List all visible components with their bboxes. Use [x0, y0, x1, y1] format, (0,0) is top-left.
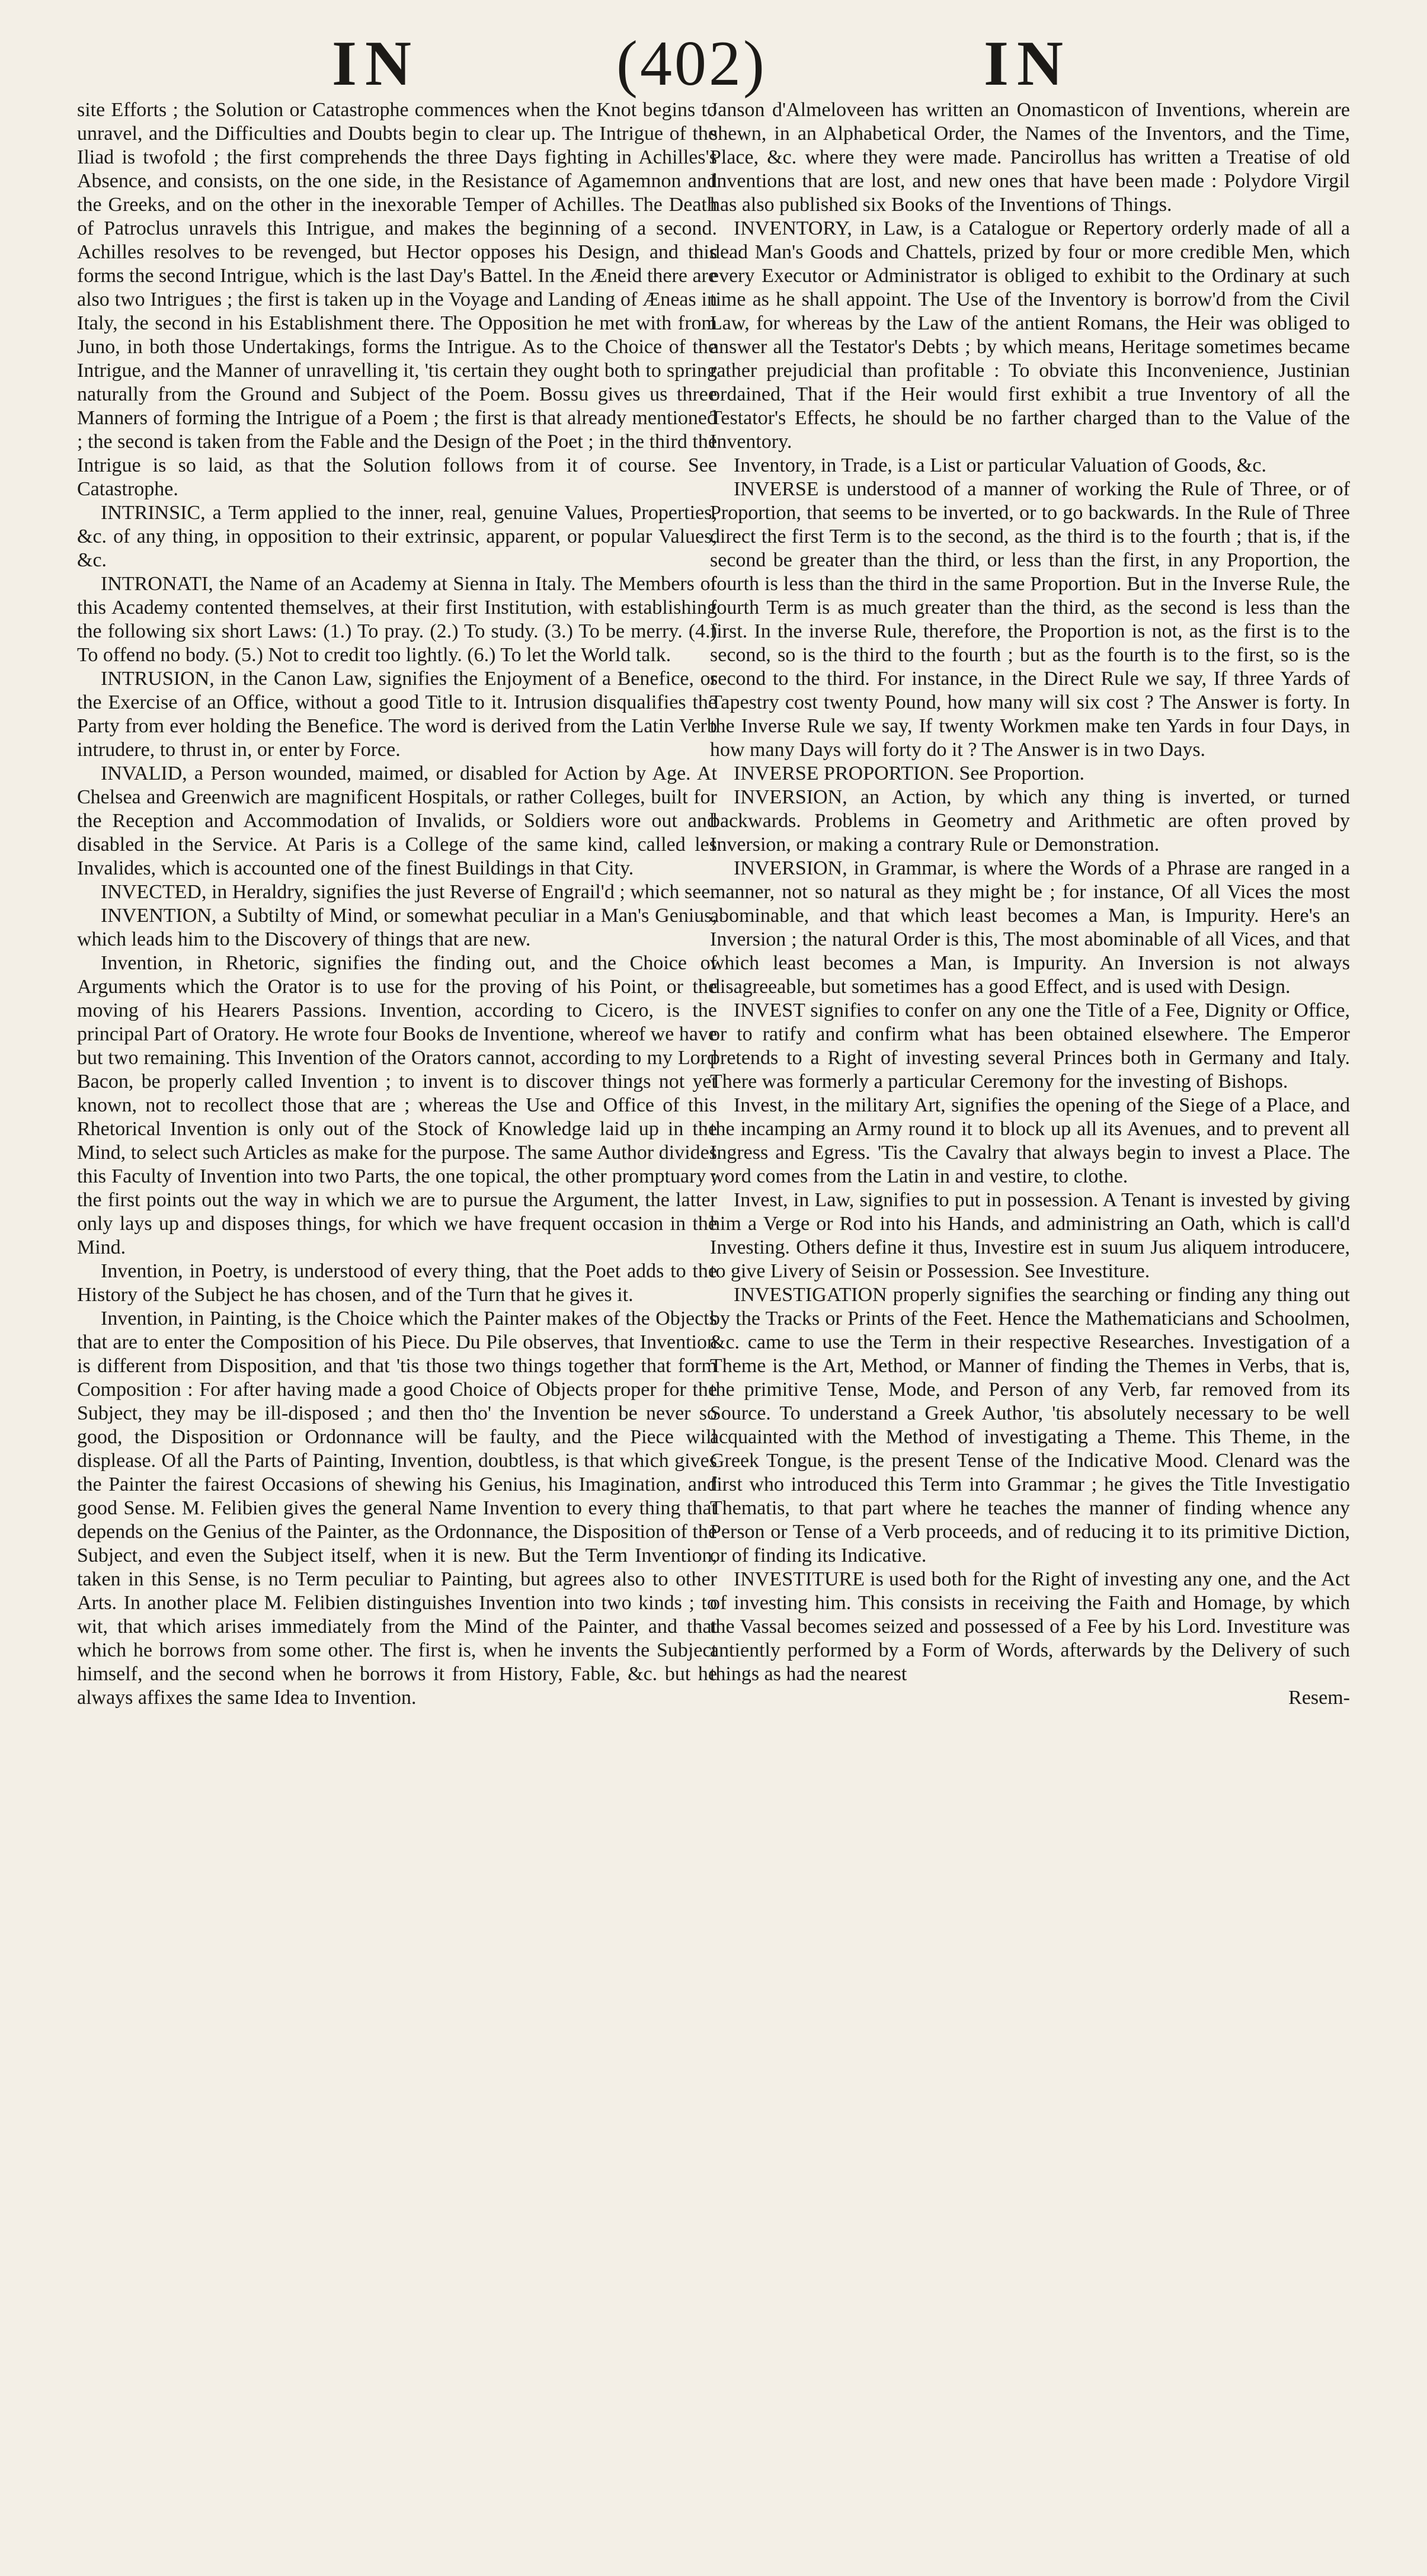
- catchword: Resem-: [1288, 1687, 1350, 1709]
- entry-invention: INVENTION, a Subtilty of Mind, or somewhat peculiar in a Man's Genius, which leads him to the Discovery of things that are new.: [77, 905, 717, 950]
- entry-invention-painting: Invention, in Painting, is the Choice which the Painter makes of the Objects that are to enter the Composition of his Piece. Du Pile observes, that Invention is different from Disposition, and that 'tis those two things together that form Composition : For after having made a good Choice of Objects proper for the Subject, they may be ill-disposed ; and then tho' the Invention be never so good, the Disposition or Ordonnance will be faulty, and the Piece will displease. Of all the Parts of Painting, Invention, doubtless, is that which gives the Painter the fairest Occasions of shewing his Genius, his Imagination, and good Sense. M. Felibien gives the general Name Invention to every thing that depends on the Genius of the Painter, as the Ordonnance, the Disposition of the Subject, and even the Subject itself, when it is new. But the Term Invention, taken in this Sense, is no Term peculiar to Painting, but agrees also to other Arts. In another place M. Felibien distinguishes Invention into two kinds ; to wit, that which arises immediately from the Mind of the Painter, and that which he borrows from some other. The first is, when he invents the Subject himself, and the second when he borrows it from History, Fable, &c. but he always affixes the same Idea to Invention.: [77, 1308, 717, 1709]
- entry-invected: INVECTED, in Heraldry, signifies the just Reverse of Engrail'd ; which see.: [101, 881, 715, 903]
- entry-intrusion: INTRUSION, in the Canon Law, signifies the Enjoyment of a Benefice, or the Exercise of an Office, without a good Title to it. Intrusion disqualifies the Party from ever holding the Benefice. The word is derived from the Latin Verb intrudere, to thrust in, or enter by Force.: [77, 668, 717, 761]
- entry-intrinsic: INTRINSIC, a Term applied to the inner, real, genuine Values, Properties, &c. of any thing, in opposition to their extrinsic, apparent, or popular Values, &c.: [77, 502, 717, 571]
- entry-intronati: INTRONATI, the Name of an Academy at Sienna in Italy. The Members of this Academy contented themselves, at their first Institution, with establishing the following six short Laws: (1.) To pray. (2.) To study. (3.) To be merry. (4.) To offend no body. (5.) Not to credit too lightly. (6.) To let the World talk.: [77, 573, 717, 666]
- entry-investiture: INVESTITURE is used both for the Right of investing any one, and the Act of investing him. This consists in receiving the Faith and Homage, by which the Vassal becomes seized and possessed of a Fee by his Lord. Investiture was antiently performed by a Form of Words, afterwards by the Delivery of such things as had the nearest: [710, 1568, 1350, 1685]
- entry-invalid: INVALID, a Person wounded, maimed, or disabled for Action by Age. At Chelsea and Greenwich are magnificent Hospitals, or rather Colleges, built for the Reception and Accommodation of Invalids, or Soldiers wore out and disabled in the Service. At Paris is a College of the same kind, called les Invalides, which is accounted one of the finest Buildings in that City.: [77, 762, 717, 879]
- entry-inverse: INVERSE is understood of a manner of working the Rule of Three, or of Proportion, that seems to be inverted, or to go backwards. In the Rule of Three direct the first Term is to the second, as the third is to the fourth ; that is, if the second be greater than the third, or less than the first, in any Proportion, the fourth is less than the third in the same Proportion. But in the Inverse Rule, the fourth Term is as much greater than the third, as the second is less than the first. In the inverse Rule, therefore, the Proportion is not, as the first is to the second, so is the third to the fourth ; but as the fourth is to the first, so is the second to the third. For instance, in the Direct Rule we say, If three Yards of Tapestry cost twenty Pound, how many will six cost ? The Answer is forty. In the Inverse Rule we say, If twenty Workmen make ten Yards in four Days, in how many Days will forty do it ? The Answer is in two Days.: [710, 478, 1350, 761]
- entry-invention-rhetoric: Invention, in Rhetoric, signifies the finding out, and the Choice of Arguments which the Orator is to use for the proving of his Point, or the moving of his Hearers Passions. Invention, according to Cicero, is the principal Part of Oratory. He wrote four Books de Inventione, whereof we have but two remaining. This Invention of the Orators cannot, according to my Lord Bacon, be properly called Invention ; to invent is to discover things not yet known, not to recollect those that are ; whereas the Use and Office of this Rhetorical Invention is only out of the Stock of Knowledge laid up in the Mind, to select such Articles as make for the purpose. The same Author divides this Faculty of Invention into two Parts, the one topical, the other promptuary ; the first points out the way in which we are to pursue the Argument, the latter only lays up and disposes things, for which we have frequent occasion in the Mind.: [77, 952, 717, 1258]
- entry-inversion: INVERSION, an Action, by which any thing is inverted, or turned backwards. Problems in Geometry and Arithmetic are often proved by Inversion, or making a contrary Rule or Demonstration.: [710, 786, 1350, 856]
- header-left-word: IN: [332, 28, 420, 99]
- entry-invest-military: Invest, in the military Art, signifies the opening of the Siege of a Place, and the incamping an Army round it to block up all its Avenues, and to prevent all Ingress and Egress. 'Tis the Cavalry that always begin to invest a Place. The word comes from the Latin in and vestire, to clothe.: [710, 1094, 1350, 1187]
- entry-invention-continued: Janson d'Almeloveen has written an Onomasticon of Inventions, wherein are shewn, in an Alphabetical Order, the Names of the Inventors, and the Time, Place, &c. where they were made. Pancirollus has written a Treatise of old Inventions that are lost, and new ones that have been made : Polydore Virgil has also published six Books of the Inventions of Things.: [710, 99, 1350, 216]
- entry-inverse-proportion: INVERSE PROPORTION. See Proportion.: [734, 762, 1085, 784]
- entry-inversion-grammar: INVERSION, in Grammar, is where the Words of a Phrase are ranged in a manner, not so natural as they might be ; for instance, Of all Vices the most abominable, and that which least becomes a Man, is Impurity. Here's an Inversion ; the natural Order is this, The most abominable of all Vices, and that which least becomes a Man, is Impurity. An Inversion is not always disagreeable, but sometimes has a good Effect, and is used with Design.: [710, 857, 1350, 998]
- left-column: [77, 98, 717, 1710]
- entry-invention-poetry: Invention, in Poetry, is understood of every thing, that the Poet adds to the History of the Subject he has chosen, and of the Turn that he gives it.: [77, 1260, 717, 1306]
- running-header: [0, 23, 1427, 105]
- entry-inventory-trade: Inventory, in Trade, is a List or particular Valuation of Goods, &c.: [734, 454, 1266, 476]
- entry-invest: INVEST signifies to confer on any one the Title of a Fee, Dignity or Office, or to ratify and confirm what has been obtained elsewhere. The Emperor pretends to a Right of investing several Princes both in Germany and Italy. There was formerly a particular Ceremony for the investing of Bishops.: [710, 999, 1350, 1092]
- entry-intrigue-continued: site Efforts ; the Solution or Catastrophe commences when the Knot begins to unravel, and the Difficulties and Doubts begin to clear up. The Intrigue of the Iliad is twofold ; the first comprehends the three Days fighting in Achilles's Absence, and consists, on the one side, in the Resistance of Agamemnon and the Greeks, and on the other in the inexorable Temper of Achilles. The Death of Patroclus unravels this Intrigue, and makes the beginning of a second. Achilles resolves to be revenged, but Hector opposes his Design, and this forms the second Intrigue, which is the last Day's Battel. In the Æneid there are also two Intrigues ; the first is taken up in the Voyage and Landing of Æneas in Italy, the second in his Establishment there. The Opposition he met with from Juno, in both those Undertakings, forms the Intrigue. As to the Choice of the Intrigue, and the Manner of unravelling it, 'tis certain they ought both to spring naturally from the Ground and Subject of the Poem. Bossu gives us three Manners of forming the Intrigue of a Poem ; the first is that already mentioned ; the second is taken from the Fable and the Design of the Poet ; in the third the Intrigue is so laid, as that the Solution follows from it of course. See Catastrophe.: [77, 99, 717, 500]
- entry-invest-law: Invest, in Law, signifies to put in possession. A Tenant is invested by giving him a Verge or Rod into his Hands, and administring an Oath, which is call'd Investing. Others define it thus, Investire est in suum Jus aliquem introducere, to give Livery of Seisin or Possession. See Investiture.: [710, 1189, 1350, 1282]
- header-right-word: IN: [984, 28, 1072, 99]
- page-number: (402): [616, 28, 767, 99]
- entry-inventory: INVENTORY, in Law, is a Catalogue or Repertory orderly made of all a dead Man's Goods and Chattels, prized by four or more credible Men, which every Executor or Administrator is obliged to exhibit to the Ordinary at such time as he shall appoint. The Use of the Inventory is borrow'd from the Civil Law, for whereas by the Law of the antient Romans, the Heir was obliged to answer all the Testator's Debts ; by which means, Heritage sometimes became rather prejudicial than profitable : To obviate this Inconvenience, Justinian ordained, That if the Heir would first exhibit a true Inventory of all the Testator's Effects, he should be no farther charged than to the Value of the Inventory.: [710, 217, 1350, 453]
- entry-investigation: INVESTIGATION properly signifies the searching or finding any thing out by the Tracks or Prints of the Feet. Hence the Mathematicians and Schoolmen, &c. came to use the Term in their respective Researches. Investigation of a Theme is the Art, Method, or Manner of finding the Themes in Verbs, that is, the primitive Tense, Mode, and Person of any Verb, far removed from its Source. To understand a Greek Author, 'tis absolutely necessary to be well acquainted with the Method of investigating a Theme. This Theme, in the Greek Tongue, is the present Tense of the Indicative Mood. Clenard was the first who introduced this Term into Grammar ; he gives the Title Investigatio Thematis, to that part where he teaches the manner of finding whence any Person or Tense of a Verb proceeds, and of reducing it to its primitive Diction, or of finding its Indicative.: [710, 1284, 1350, 1566]
- right-column: [710, 98, 1350, 1710]
